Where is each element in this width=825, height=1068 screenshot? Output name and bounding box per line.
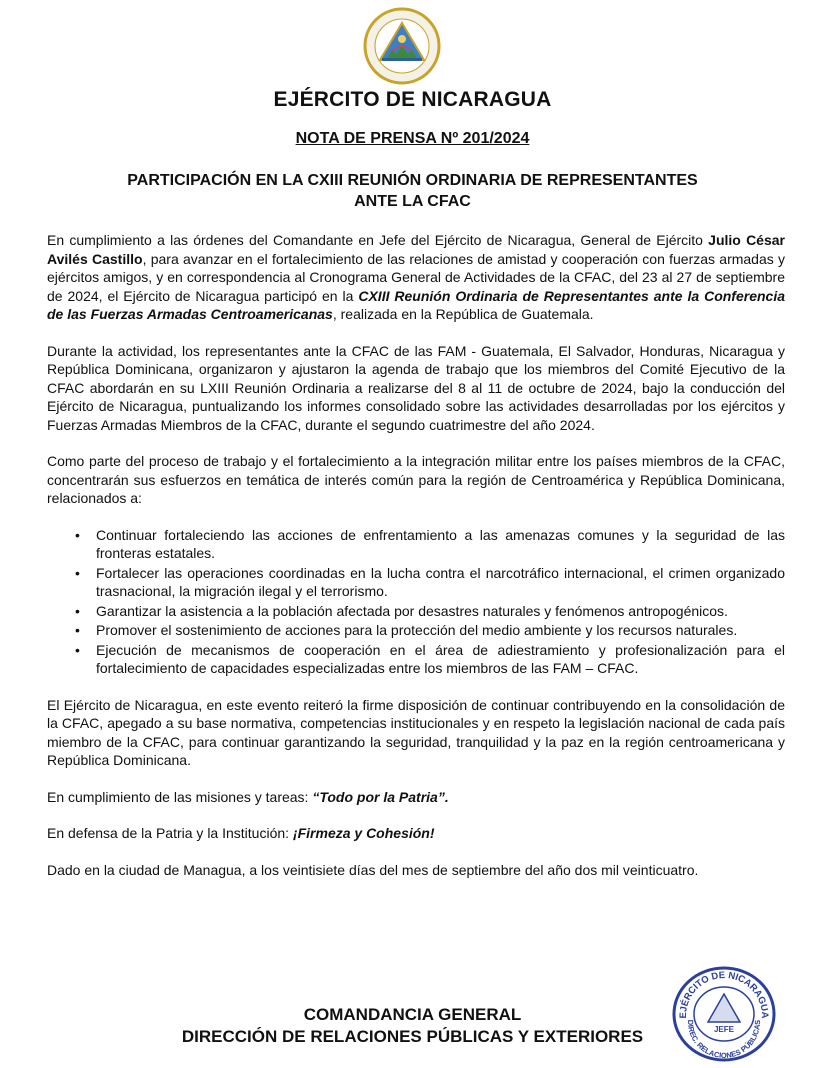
signature-line-1: COMANDANCIA GENERAL bbox=[303, 1005, 522, 1024]
list-item-text: Promover el sostenimiento de acciones para la protección del medio ambiente y los recursos naturales. bbox=[96, 622, 738, 638]
stamp-top-text: EJÉRCITO DE NICARAGUA bbox=[677, 969, 771, 1019]
meeting-name: CXIII Reunión Ordinaria de Representantes ante la Conferencia de las Fuerzas Armadas Centroamericanas bbox=[47, 287, 785, 322]
headline-line-2: ANTE LA CFAC bbox=[354, 193, 471, 210]
motto-lead: En defensa de la Patria y la Institución: bbox=[47, 825, 293, 841]
nicaragua-coat-of-arms-icon bbox=[362, 6, 442, 86]
headline-line-1: PARTICIPACIÓN EN LA CXIII REUNIÓN ORDINARIA DE REPRESENTANTES bbox=[127, 172, 698, 189]
press-headline bbox=[50, 170, 775, 212]
bullet-icon: • bbox=[75, 622, 80, 638]
list-item-text: Ejecución de mecanismos de cooperación en el área de adiestramiento y profesionalización para el fortalecimiento de capacidades especializadas entre los miembros de las FAM – CFAC. bbox=[96, 641, 785, 676]
official-stamp-icon bbox=[668, 962, 780, 1066]
paragraph-introduction bbox=[47, 231, 785, 324]
intro-text-cont: , para avanzar en el fortalecimiento de las relaciones de amistad y cooperación con fuerzas armadas y ejércitos amigos, y en correspondencia al Cronograma General de Actividades de la CFAC, del 23 al 27 de septiembre de 2024, el Ejército de Nicaragua participó en la bbox=[47, 250, 786, 304]
press-note-number: NOTA DE PRENSA Nº 201/2024 bbox=[295, 130, 530, 147]
press-body bbox=[47, 231, 785, 879]
intro-text: En cumplimiento a las órdenes del Comandante en Jefe del Ejército de Nicaragua, General de Ejército bbox=[47, 232, 709, 248]
motto-line-2 bbox=[47, 824, 785, 843]
motto-lead: En cumplimiento de las misiones y tareas: bbox=[47, 788, 313, 805]
stamp-center-text: JEFE bbox=[713, 1025, 735, 1034]
paragraph-commitment: El Ejército de Nicaragua, en este evento reiteró la firme disposición de continuar contribuyendo en la consolidación de la CFAC, apegado a su base normativa, competencias institucionales y en respeto la legislación nacional de cada país miembro de la CFAC, para continuar garantizando la seguridad, tranquilidad y la paz en la región centroamericana y República Dominicana. bbox=[47, 696, 785, 768]
stamp-bottom-text: DIREC. RELACIONES PÚBLICAS bbox=[685, 1019, 763, 1061]
list-item-text: Continuar fortaleciendo las acciones de enfrentamiento a las amenazas comunes y la seguridad de las fronteras estatales. bbox=[96, 526, 785, 561]
motto-line-1 bbox=[47, 788, 785, 807]
list-item-text: Garantizar la asistencia a la población afectada por desastres naturales y fenómenos antropogénicos. bbox=[96, 602, 728, 619]
paragraph-activity: Durante la actividad, los representantes ante la CFAC de las FAM - Guatemala, El Salvador, Honduras, Nicaragua y República Dominicana, organizaron y ajustaron la agenda de trabajo que los miembros del Comité Ejecutivo de la CFAC abordarán en su LXIII Reunión Ordinaria a realizarse del 8 al 11 de octubre de 2024, bajo la conducción del Ejército de Nicaragua, puntualizando los informes consolidado sobre las actividades desarrolladas por los ejércitos y Fuerzas Armadas Miembros de la CFAC, durante el segundo cuatrimestre del año 2024. bbox=[47, 342, 785, 433]
list-item bbox=[47, 526, 785, 563]
intro-text-end: , realizada en la República de Guatemala. bbox=[332, 306, 594, 322]
motto-quote: “Todo por la Patria”. bbox=[312, 788, 449, 805]
signature-line-2: DIRECCIÓN DE RELACIONES PÚBLICAS Y EXTERIORES bbox=[181, 1027, 644, 1046]
list-item bbox=[47, 621, 785, 640]
bullet-icon: • bbox=[75, 564, 80, 581]
list-item bbox=[47, 602, 785, 621]
bullet-icon: • bbox=[75, 602, 80, 619]
list-item bbox=[47, 564, 785, 601]
topics-list bbox=[47, 526, 785, 678]
organization-title: EJÉRCITO DE NICARAGUA bbox=[273, 88, 552, 111]
motto-quote: ¡Firmeza y Cohesión! bbox=[292, 825, 435, 841]
paragraph-integration: Como parte del proceso de trabajo y el fortalecimiento a la integración militar entre los países miembros de la CFAC, concentrarán sus esfuerzos en temática de interés común para la región de Centroamérica y República Dominicana, relacionados a: bbox=[47, 453, 785, 506]
commander-name: Julio César Avilés Castillo bbox=[47, 232, 785, 267]
bullet-icon: • bbox=[75, 641, 80, 658]
closing-statement: Dado en la ciudad de Managua, a los veintisiete días del mes de septiembre del año dos mil veinticuatro. bbox=[47, 861, 699, 878]
list-item-text: Fortalecer las operaciones coordinadas en la lucha contra el narcotráfico internacional, el crimen organizado trasnacional, la migración ilegal y el terrorismo. bbox=[96, 564, 785, 599]
bullet-icon: • bbox=[75, 526, 80, 543]
list-item bbox=[47, 641, 785, 678]
